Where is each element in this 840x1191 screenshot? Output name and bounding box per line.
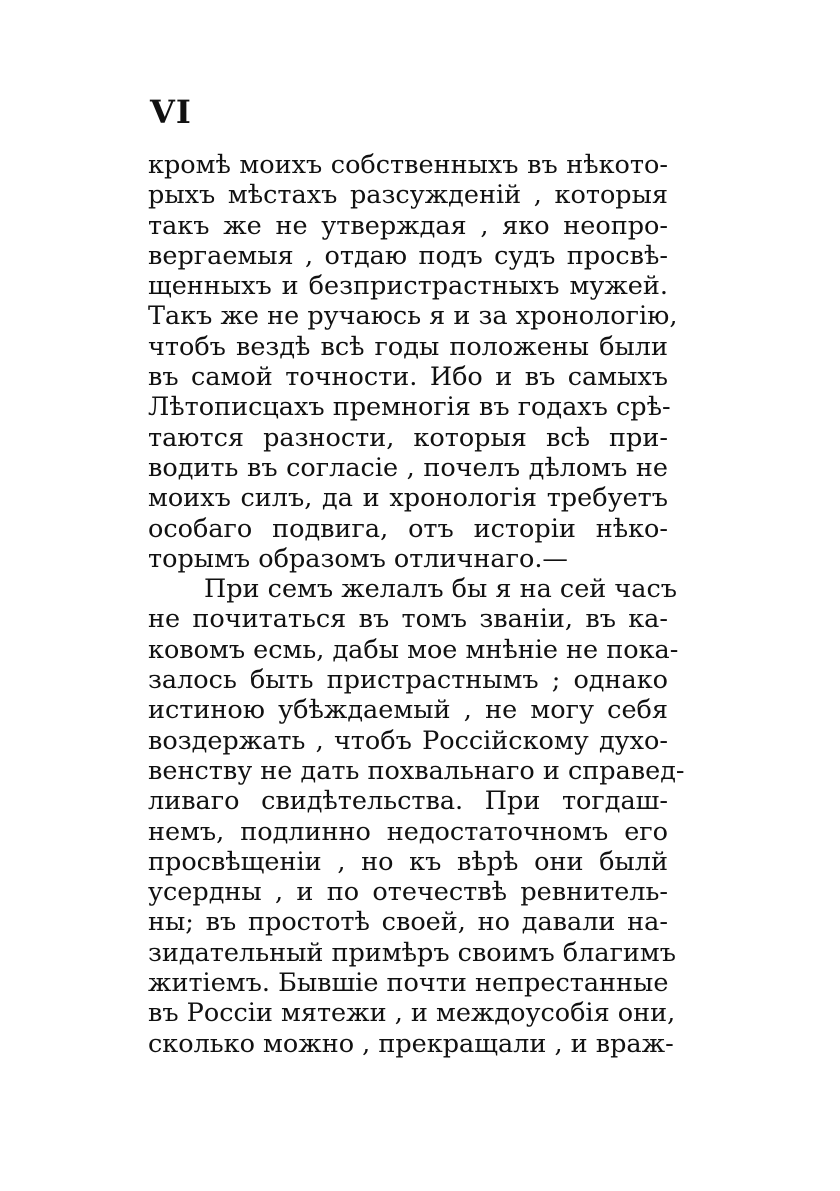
text-line-paragraph-start: При семъ желалъ бы я на сей часъ xyxy=(204,574,677,605)
text-line: моихъ силъ, да и хронологія требуетъ xyxy=(148,483,668,514)
text-line: рыхъ мѣстахъ разсужденій , которыя xyxy=(148,180,668,211)
text-line: щенныхъ и безпристрастныхъ мужей. xyxy=(148,271,668,302)
text-line: воздержать , чтобъ Россійскому духо- xyxy=(148,725,668,756)
text-line: ливаго свидѣтельства. При тогдаш- xyxy=(148,786,668,817)
text-line: въ самой точности. Ибо и въ самыхъ xyxy=(148,362,668,393)
text-line: просвѣщеніи , но къ вѣрѣ они былй xyxy=(148,846,668,877)
text-line: вергаемыя , отдаю подъ судъ просвѣ- xyxy=(148,240,668,271)
text-line: кромѣ моихъ собственныхъ въ нѣкото- xyxy=(148,150,668,180)
text-line: усердны , и по отечествѣ ревнитель- xyxy=(148,877,668,908)
text-line: ны; въ простотѣ своей, но давали на- xyxy=(148,907,668,938)
text-line: водить въ согласіе , почелъ дѣломъ не xyxy=(148,452,668,483)
text-line: немъ, подлинно недостаточномъ его xyxy=(148,816,668,847)
text-line: залось быть пристрастнымъ ; однако xyxy=(148,665,668,696)
text-line: сколько можно , прекращали , и враж- xyxy=(148,1028,674,1059)
text-line: въ Россіи мятежи , и междоусобія они, xyxy=(148,998,676,1029)
body-text xyxy=(148,150,685,1059)
text-line: чтобъ вездѣ всѣ годы положены были xyxy=(148,331,668,362)
text-line: истиною убѣждаемый , не могу себя xyxy=(148,695,668,726)
text-line: особаго подвига, отъ исторіи нѣко- xyxy=(148,513,668,544)
text-line: зидательный примѣръ своимъ благимъ xyxy=(148,937,676,968)
text-line: ковомъ есмь, дабы мое мнѣніе не пока- xyxy=(148,634,679,665)
text-line: таются разности, которыя всѣ при- xyxy=(148,422,668,453)
text-line-paragraph-end: торымъ образомъ отличнаго.— xyxy=(148,543,568,574)
text-line: такъ же не утверждая , яко неопро- xyxy=(148,210,668,241)
text-line: Такъ же не ручаюсь я и за хронологію, xyxy=(148,301,678,332)
page-number: VI xyxy=(150,93,192,131)
text-line: венству не дать похвальнаго и справед- xyxy=(148,755,685,786)
text-line: не почитаться въ томъ званіи, въ ка- xyxy=(148,604,668,635)
text-line: житіемъ. Бывшіе почти непрестанные xyxy=(148,968,669,999)
text-line: Лѣтописцахъ премногія въ годахъ срѣ- xyxy=(148,392,671,423)
